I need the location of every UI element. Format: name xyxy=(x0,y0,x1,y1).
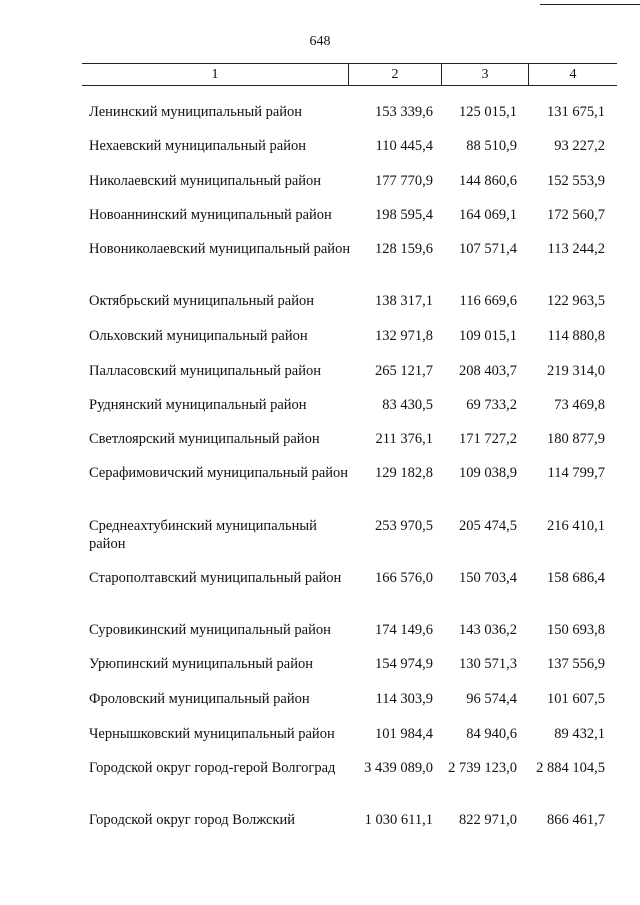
value-col-4: 114 880,8 xyxy=(547,328,605,344)
value-col-3: 125 015,1 xyxy=(459,104,517,120)
value-col-2: 154 974,9 xyxy=(375,656,433,672)
district-name: Городской округ город-герой Волгоград xyxy=(89,760,336,776)
district-name: Николаевский муниципальный район xyxy=(89,173,322,189)
district-name: Палласовский муниципальный район xyxy=(89,363,321,379)
value-col-2: 211 376,1 xyxy=(375,431,433,447)
value-col-4: 101 607,5 xyxy=(547,691,605,707)
value-col-2: 174 149,6 xyxy=(375,622,433,638)
column-header-table xyxy=(82,63,617,86)
value-col-2: 153 339,6 xyxy=(375,104,433,120)
value-col-2: 1 030 611,1 xyxy=(364,812,433,828)
column-header-2: 2 xyxy=(349,64,442,86)
value-col-3: 208 403,7 xyxy=(459,363,517,379)
value-col-4: 180 877,9 xyxy=(547,431,605,447)
district-name: Фроловский муниципальный район xyxy=(89,691,310,707)
value-col-2: 198 595,4 xyxy=(375,207,433,223)
value-col-3: 84 940,6 xyxy=(466,726,517,742)
value-col-2: 101 984,4 xyxy=(375,726,433,742)
district-name: Ленинский муниципальный район xyxy=(89,104,303,120)
value-col-4: 172 560,7 xyxy=(547,207,605,223)
value-col-4: 2 884 104,5 xyxy=(536,760,605,776)
value-col-4: 89 432,1 xyxy=(554,726,605,742)
value-col-3: 150 703,4 xyxy=(459,570,517,586)
value-col-2: 129 182,8 xyxy=(375,465,433,481)
district-name: Новониколаевский муниципальный район xyxy=(89,241,351,257)
value-col-3: 130 571,3 xyxy=(459,656,517,672)
district-name: Руднянский муниципальный район xyxy=(89,397,307,413)
district-name: Ольховский муниципальный район xyxy=(89,328,308,344)
value-col-4: 866 461,7 xyxy=(547,812,605,828)
value-col-3: 143 036,2 xyxy=(459,622,517,638)
column-header-1: 1 xyxy=(82,64,349,86)
district-name: Урюпинский муниципальный район xyxy=(89,656,313,672)
value-col-4: 137 556,9 xyxy=(547,656,605,672)
value-col-4: 150 693,8 xyxy=(547,622,605,638)
column-header-3: 3 xyxy=(442,64,529,86)
district-name: Светлоярский муниципальный район xyxy=(89,431,320,447)
value-col-4: 113 244,2 xyxy=(547,241,605,257)
value-col-3: 171 727,2 xyxy=(459,431,517,447)
value-col-4: 73 469,8 xyxy=(554,397,605,413)
value-col-2: 138 317,1 xyxy=(375,293,433,309)
value-col-3: 822 971,0 xyxy=(459,812,517,828)
value-col-4: 158 686,4 xyxy=(547,570,605,586)
value-col-4: 152 553,9 xyxy=(547,173,605,189)
value-col-2: 166 576,0 xyxy=(375,570,433,586)
value-col-4: 131 675,1 xyxy=(547,104,605,120)
value-col-3: 164 069,1 xyxy=(459,207,517,223)
district-name: Серафимовичский муниципальный район xyxy=(89,465,349,481)
district-name: Чернышковский муниципальный район xyxy=(89,726,335,742)
district-name: Городской округ город Волжский xyxy=(89,812,296,828)
district-name: Нехаевский муниципальный район xyxy=(89,138,307,154)
value-col-3: 107 571,4 xyxy=(459,241,517,257)
district-name: Новоаннинский муниципальный район xyxy=(89,207,332,223)
value-col-3: 109 015,1 xyxy=(459,328,517,344)
district-name: Октябрьский муниципальный район xyxy=(89,293,314,309)
district-name: Среднеахтубинский муниципальный район xyxy=(89,518,317,552)
value-col-3: 205 474,5 xyxy=(459,518,517,534)
value-col-3: 2 739 123,0 xyxy=(448,760,517,776)
value-col-3: 96 574,4 xyxy=(466,691,517,707)
value-col-2: 114 303,9 xyxy=(375,691,433,707)
district-name: Суровикинский муниципальный район xyxy=(89,622,331,638)
district-name: Старополтавский муниципальный район xyxy=(89,570,342,586)
page-number: 648 xyxy=(309,34,331,49)
value-col-4: 93 227,2 xyxy=(554,138,605,154)
value-col-3: 144 860,6 xyxy=(459,173,517,189)
value-col-2: 132 971,8 xyxy=(375,328,433,344)
value-col-2: 128 159,6 xyxy=(375,241,433,257)
value-col-4: 114 799,7 xyxy=(547,465,605,481)
value-col-4: 216 410,1 xyxy=(547,518,605,534)
column-header-row xyxy=(82,64,617,86)
value-col-4: 122 963,5 xyxy=(547,293,605,309)
value-col-3: 69 733,2 xyxy=(466,397,517,413)
top-rule xyxy=(540,4,640,5)
value-col-2: 83 430,5 xyxy=(382,397,433,413)
value-col-2: 3 439 089,0 xyxy=(364,760,433,776)
value-col-3: 88 510,9 xyxy=(466,138,517,154)
value-col-2: 253 970,5 xyxy=(375,518,433,534)
value-col-2: 265 121,7 xyxy=(375,363,433,379)
value-col-3: 109 038,9 xyxy=(459,465,517,481)
value-col-4: 219 314,0 xyxy=(547,363,605,379)
value-col-2: 177 770,9 xyxy=(375,173,433,189)
value-col-2: 110 445,4 xyxy=(375,138,433,154)
value-col-3: 116 669,6 xyxy=(459,293,517,309)
column-header-4: 4 xyxy=(529,64,618,86)
